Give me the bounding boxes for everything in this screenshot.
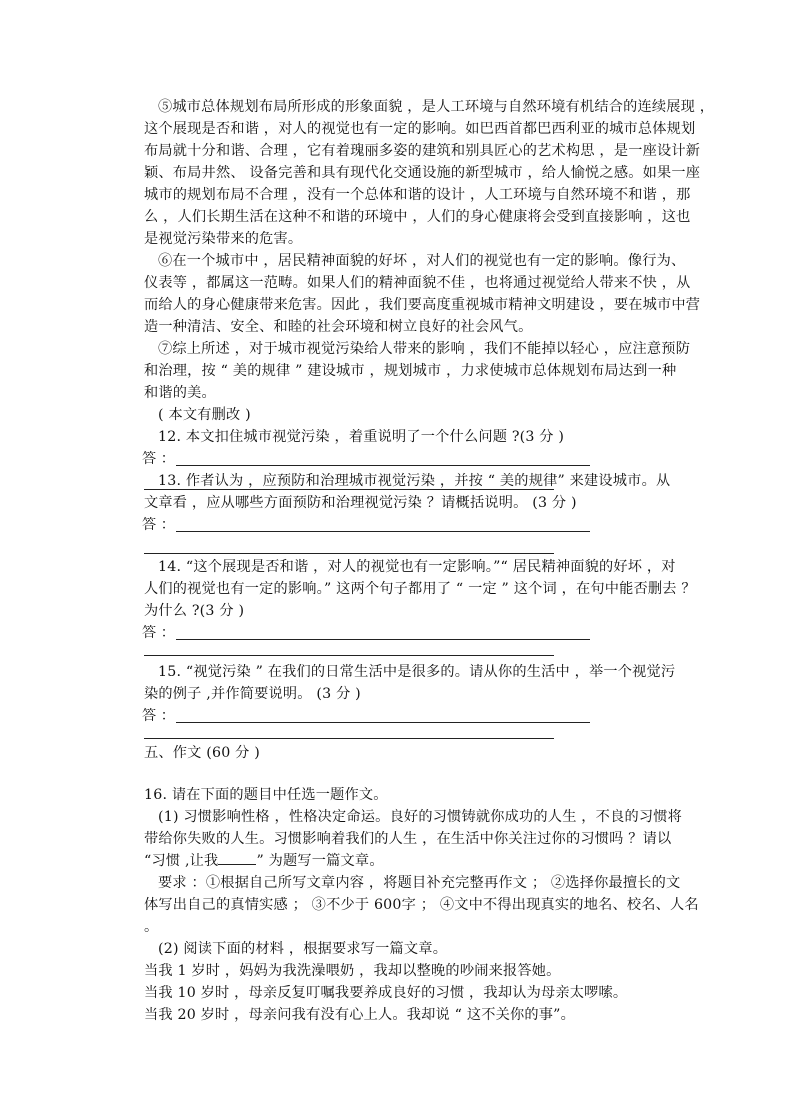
option-1-line: 带给你失败的人生。习惯影响着我们的人生 ，在生活中你关注过你的习惯吗 ？请以 [144,831,672,847]
passage-line: 是视觉污染带来的危害。 [144,231,303,247]
option-2: (2) 阅读下面的材料 ，根据要求写一篇文章。 [158,941,448,957]
answer-line[interactable] [176,722,590,723]
passage-line: 仪表等 ，都属这一范畴。如果人们的精神面貌不佳 ，也将通过视觉给人带来不快 ，从 [144,275,691,291]
title-prefix: “习惯 ,让我 [144,853,219,869]
answer-12[interactable] [144,448,594,470]
option-1-title-prompt [144,850,384,872]
passage-line: 这个展现是否和谐 ，对人的视觉也有一定的影响。如巴西首都巴西利亚的城市总体规划 [144,121,696,137]
answer-label: 答 ： [142,708,175,724]
answer-15[interactable] [144,705,594,727]
passage-line: 城市的规划布局不合理 ，没有一个总体和谐的设计 ，人工环境与自然环境不和谐 ，那 [144,187,691,203]
answer-line[interactable] [176,531,590,532]
answer-label: 答 ： [142,451,175,467]
question-16: 16. 请在下面的题目中任选一题作文。 [144,787,388,803]
passage-line: 造一种清洁、安全、和睦的社会环境和树立良好的社会风气。 [144,319,533,335]
question-13: 13. 作者认为 ，应预防和治理城市视觉污染 ，并按 “ 美的规律” 来建设城市。从 [158,473,671,489]
passage-line: 和治理，按 “ 美的规律 ” 建设城市 ，规划城市 ，力求使城市总体规划布局达到一种 [144,363,677,379]
question-15: 15. “视觉污染 ” 在我们的日常生活中是很多的。请从你的生活中 ，举一个视觉污 [158,664,676,680]
question-14: 人们的视觉也有一定的影响。” 这两个句子都用了 “ 一定 ” 这个词 ，在句中能否删去 ？ [144,581,696,597]
story-line: 当我 20 岁时 ，母亲问我有没有心上人。我却说 “ 这不关你的事”。 [144,1007,575,1023]
question-14: 为什么 ?(3 分 ) [144,603,245,619]
answer-line[interactable] [144,738,554,739]
title-blank[interactable] [218,850,256,865]
option-1-line: (1) 习惯影响性格 ，性格决定命运。良好的习惯铸就你成功的人生 ，不良的习惯将 [158,809,683,825]
passage-line: ⑤城市总体规划布局所形成的形象面貌 ，是人工环境与自然环境有机结合的连续展现 ， [158,99,715,115]
passage-line: 和谐的美。 [144,385,216,401]
passage-line: 颖、布局井然、 设备完善和具有现代化交通设施的新型城市 ，给人愉悦之感。如果一座 [144,165,701,181]
story-line: 当我 1 岁时 ，妈妈为我洗澡喂奶 ，我却以整晚的吵闹来报答她。 [144,963,561,979]
source-note: ( 本文有删改 ) [158,407,251,423]
title-suffix: ” 为题写一篇文章。 [256,853,384,869]
answer-label: 答 ： [142,517,175,533]
passage-line: 布局就十分和谐、合理 ，它有着瑰丽多姿的建筑和别具匠心的艺术构思 ，是一座设计新 [144,143,701,159]
answer-label: 答 ： [142,625,175,641]
question-15: 染的例子 ,并作简要说明。 (3 分 ) [144,686,361,702]
answer-line[interactable] [176,465,590,466]
passage-line: ⑥在一个城市中 ，居民精神面貌的好坏 ，对人们的视觉也有一定的影响。像行为、 [158,253,686,269]
story-line: 当我 10 岁时 ，母亲反复叮嘱我要养成良好的习惯 ，我却认为母亲太啰嗦。 [144,985,628,1001]
answer-line[interactable] [144,655,554,656]
section-heading: 五、作文 (60 分 ) [144,745,260,761]
passage-line: 而给人的身心健康带来危害。因此 ，我们要高度重视城市精神文明建设 ，要在城市中营 [144,297,701,313]
question-13: 文章看 ，应从哪些方面预防和治理视觉污染 ？请概括说明。 (3 分 ) [144,495,577,511]
answer-13[interactable] [144,514,594,536]
passage-line: ⑦综上所述 ，对于城市视觉污染给人带来的影响 ，我们不能掉以轻心 ，应注意预防 [158,341,691,357]
answer-line[interactable] [144,553,554,554]
question-12: 12. 本文扣住城市视觉污染 ，着重说明了一个什么问题 ?(3 分 ) [158,429,565,445]
question-14: 14. “这个展现是否和谐 ，对人的视觉也有一定影响。”“ 居民精神面貌的好坏 ，对 [158,559,676,575]
answer-line[interactable] [176,639,590,640]
passage-line: 么 ，人们长期生活在这种不和谐的环境中 ，人们的身心健康将会受到直接影响 ，这也 [144,209,691,225]
requirements-line: 体写出自己的真情实感 ； ③不少于 600字 ； ④文中不得出现真实的地名、校名、人名 [144,897,699,913]
requirements-line: 要求 ：①根据自己所写文章内容 ，将题目补充完整再作文 ； ②选择你最擅长的文 [158,875,681,891]
requirements-line: 。 [144,919,159,935]
answer-14[interactable] [144,622,594,644]
